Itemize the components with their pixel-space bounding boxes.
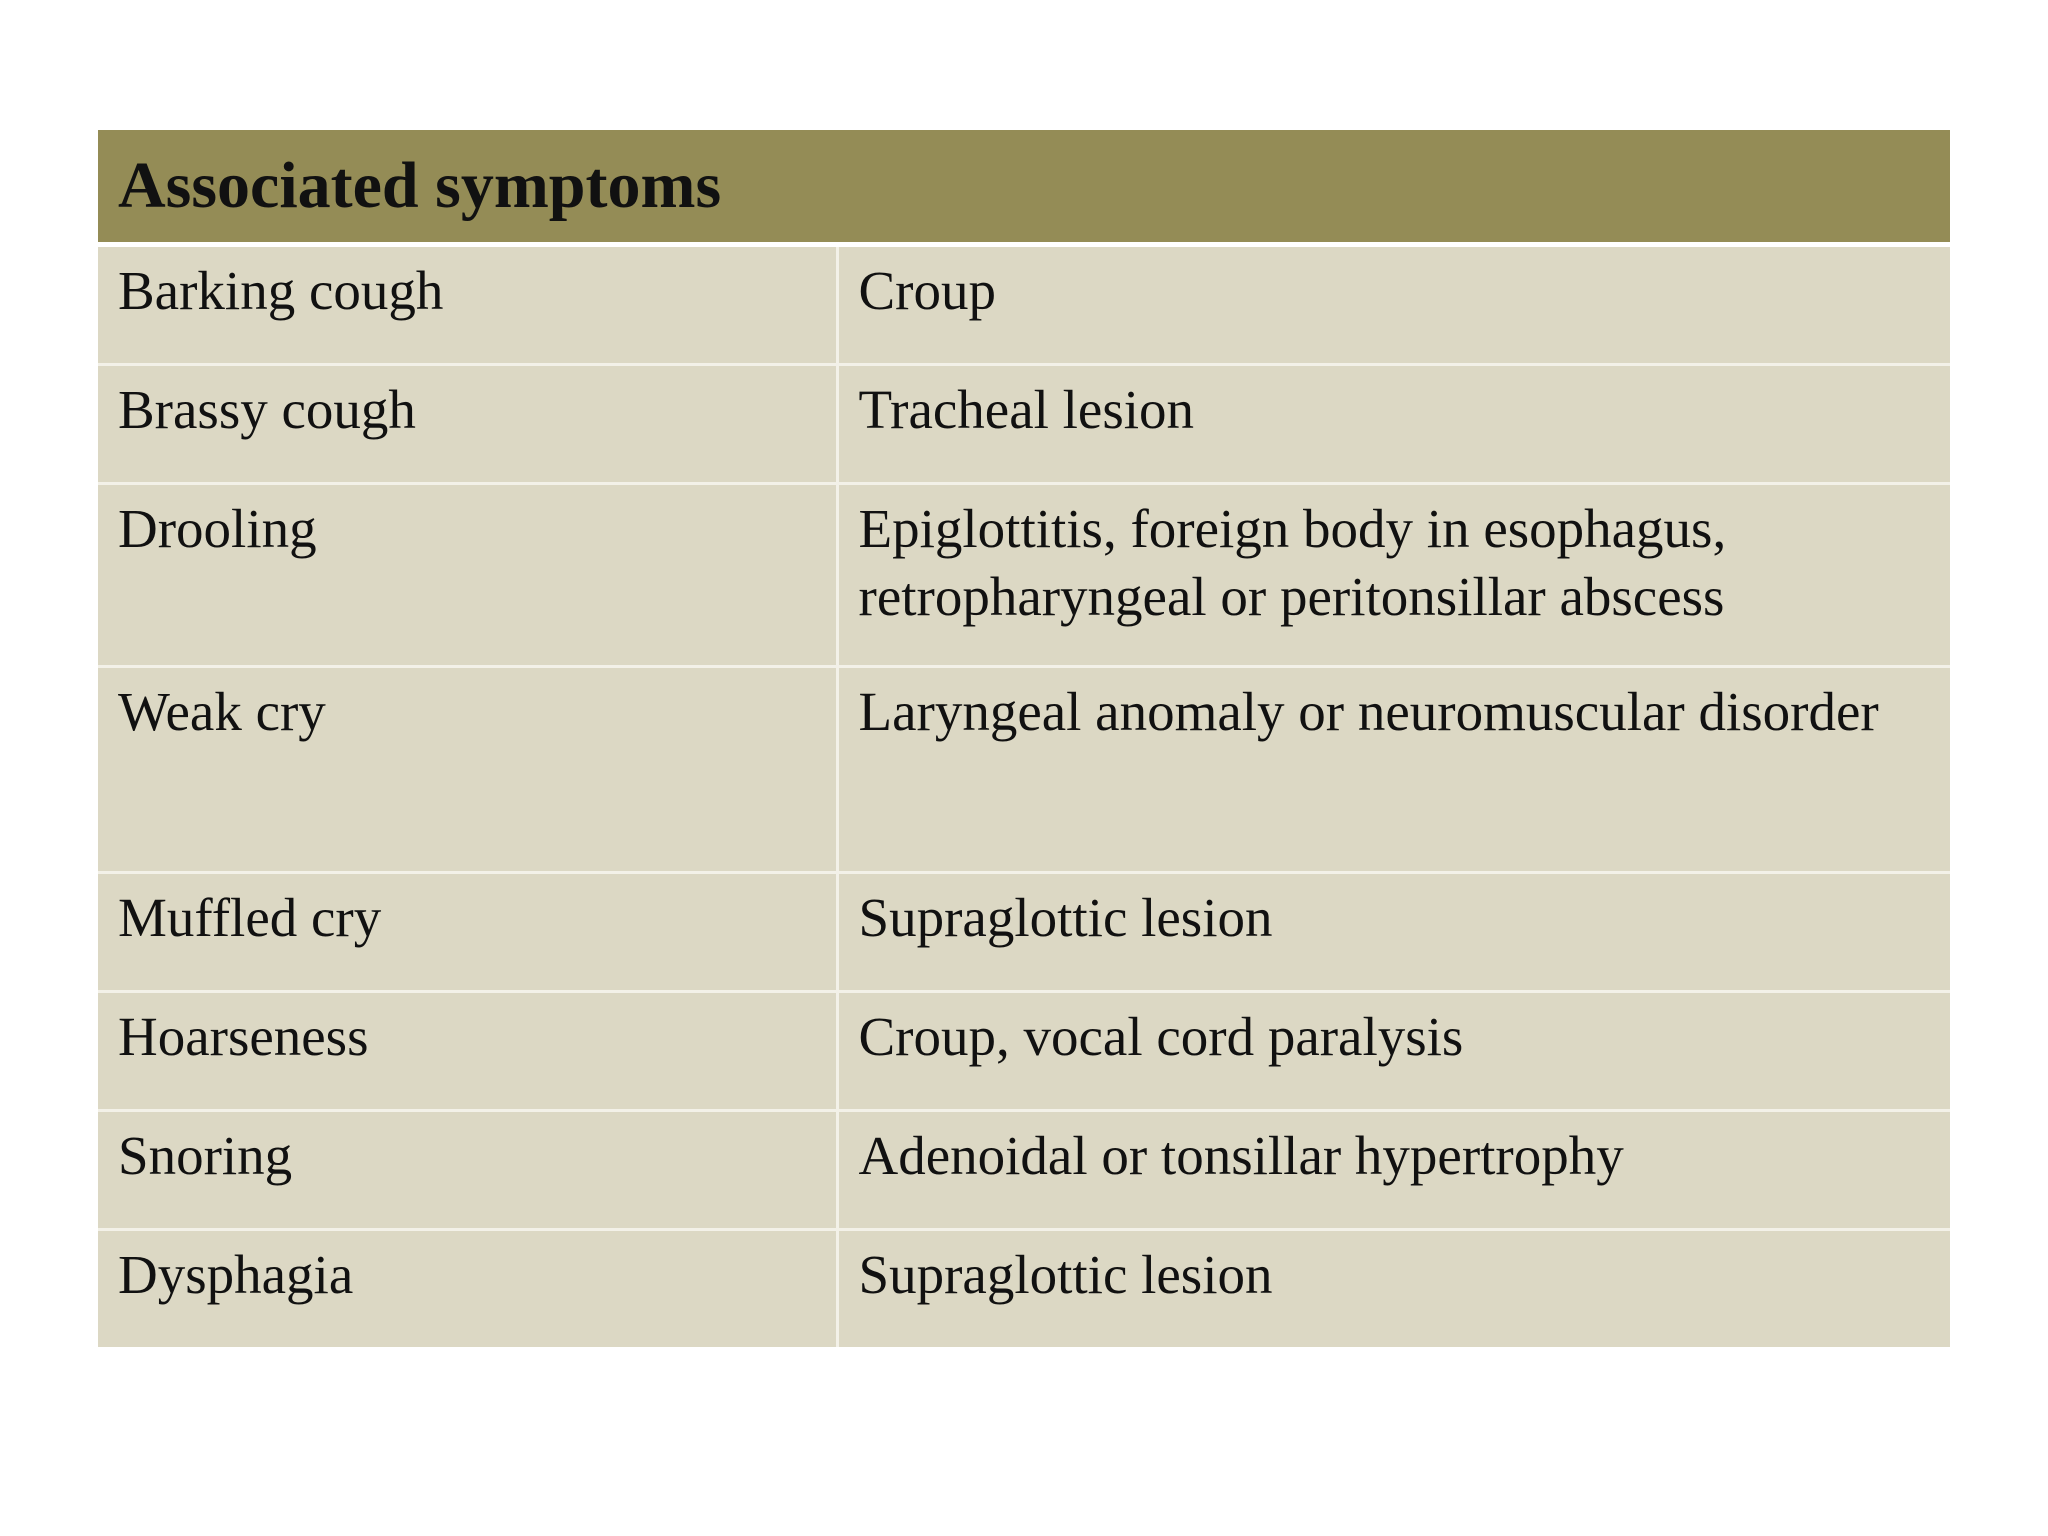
cause-cell: Adenoidal or tonsillar hypertrophy [837, 1111, 1950, 1230]
symptom-cell: Hoarseness [98, 992, 837, 1111]
cause-cell: Epiglottitis, foreign body in esophagus, retropharyngeal or peritonsillar abscess [837, 484, 1950, 667]
cause-cell: Croup [837, 245, 1950, 365]
symptom-cell: Snoring [98, 1111, 837, 1230]
table-row [98, 1111, 1950, 1230]
table-row [98, 245, 1950, 365]
table-header-row [98, 130, 1950, 245]
symptom-cell: Muffled cry [98, 873, 837, 992]
table-row [98, 667, 1950, 873]
cause-cell: Supraglottic lesion [837, 1230, 1950, 1348]
symptoms-table [98, 130, 1950, 1347]
symptom-cell: Barking cough [98, 245, 837, 365]
cause-cell: Supraglottic lesion [837, 873, 1950, 992]
cause-cell: Laryngeal anomaly or neuromuscular disorder [837, 667, 1950, 873]
symptom-cell: Drooling [98, 484, 837, 667]
table-title: Associated symptoms [98, 130, 1950, 245]
table-row [98, 1230, 1950, 1348]
symptom-cell: Brassy cough [98, 365, 837, 484]
symptom-cell: Weak cry [98, 667, 837, 873]
cause-cell: Croup, vocal cord paralysis [837, 992, 1950, 1111]
table-row [98, 365, 1950, 484]
table-row [98, 873, 1950, 992]
cause-cell: Tracheal lesion [837, 365, 1950, 484]
symptom-cell: Dysphagia [98, 1230, 837, 1348]
table-row [98, 992, 1950, 1111]
table-row [98, 484, 1950, 667]
